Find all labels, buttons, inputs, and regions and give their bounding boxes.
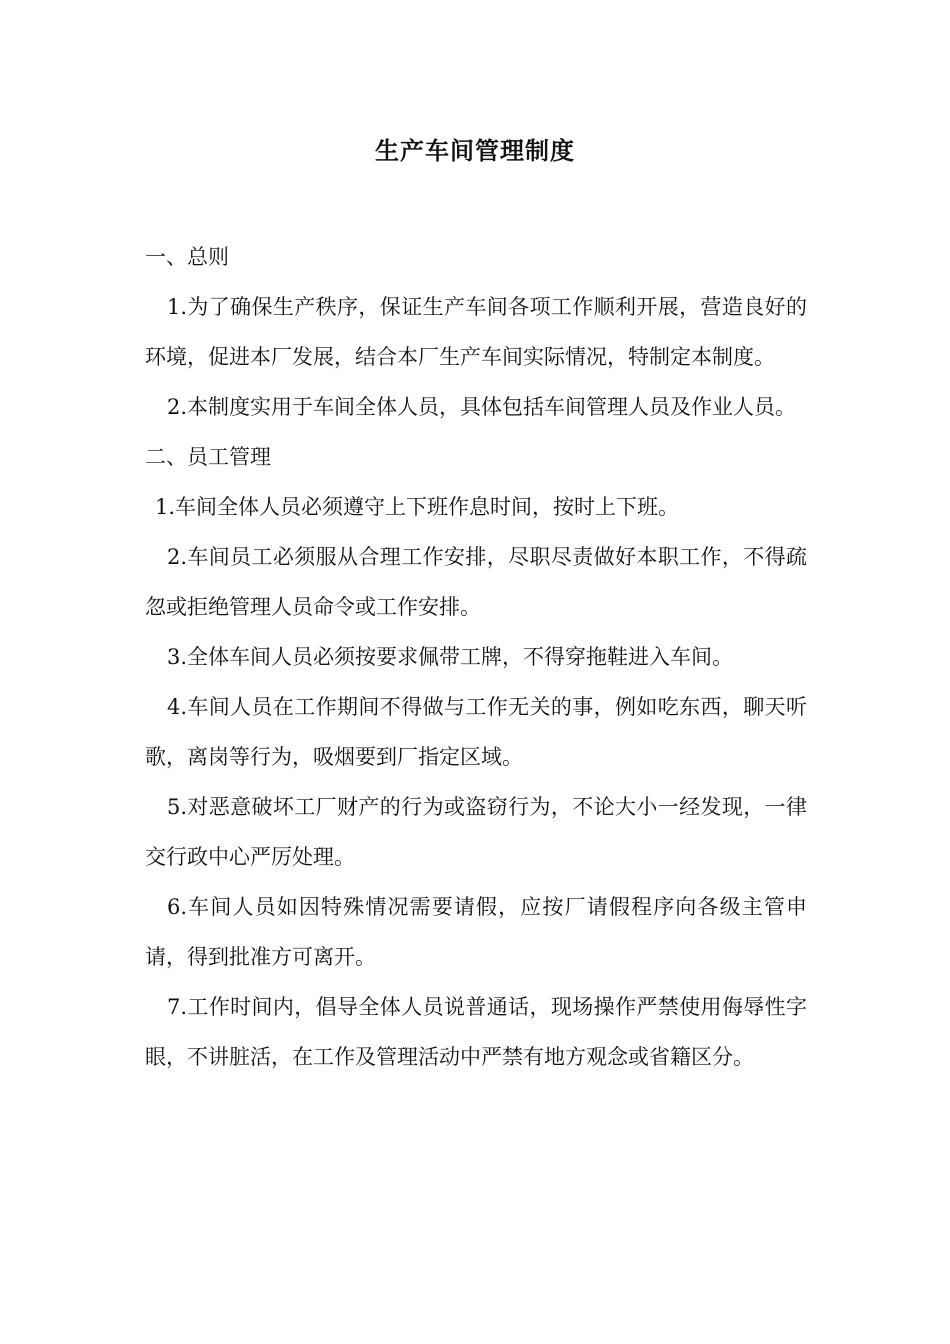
- section-heading-staff: 二、员工管理: [145, 445, 271, 469]
- staff-item-2: 2.车间员工必须服从合理工作安排，尽职尽责做好本职工作，不得疏忽或拒绝管理人员命令或工作安排。: [145, 545, 807, 619]
- document-body: [145, 232, 807, 1082]
- general-item-2: 2.本制度实用于车间全体人员，具体包括车间管理人员及作业人员。: [167, 395, 797, 419]
- general-item-1: 1.为了确保生产秩序，保证生产车间各项工作顺利开展，营造良好的环境，促进本厂发展，结合本厂生产车间实际情况，特制定本制度。: [145, 295, 807, 369]
- staff-item-7: 7.工作时间内，倡导全体人员说普通话，现场操作严禁使用侮辱性字眼，不讲脏活，在工作及管理活动中严禁有地方观念或省籍区分。: [145, 995, 807, 1069]
- staff-item-3: 3.全体车间人员必须按要求佩带工牌，不得穿拖鞋进入车间。: [167, 645, 734, 669]
- document-title: 生产车间管理制度: [375, 136, 575, 165]
- staff-item-4: 4.车间人员在工作期间不得做与工作无关的事，例如吃东西，聊天听歌，离岗等行为，吸烟要到厂指定区域。: [145, 695, 807, 769]
- staff-item-6: 6.车间人员如因特殊情况需要请假，应按厂请假程序向各级主管申请，得到批准方可离开。: [145, 895, 807, 969]
- section-heading-general: 一、总则: [145, 245, 229, 269]
- staff-item-1: 1.车间全体人员必须遵守上下班作息时间，按时上下班。: [155, 495, 680, 519]
- staff-item-5: 5.对恶意破坏工厂财产的行为或盗窃行为，不论大小一经发现，一律交行政中心严厉处理。: [145, 795, 807, 869]
